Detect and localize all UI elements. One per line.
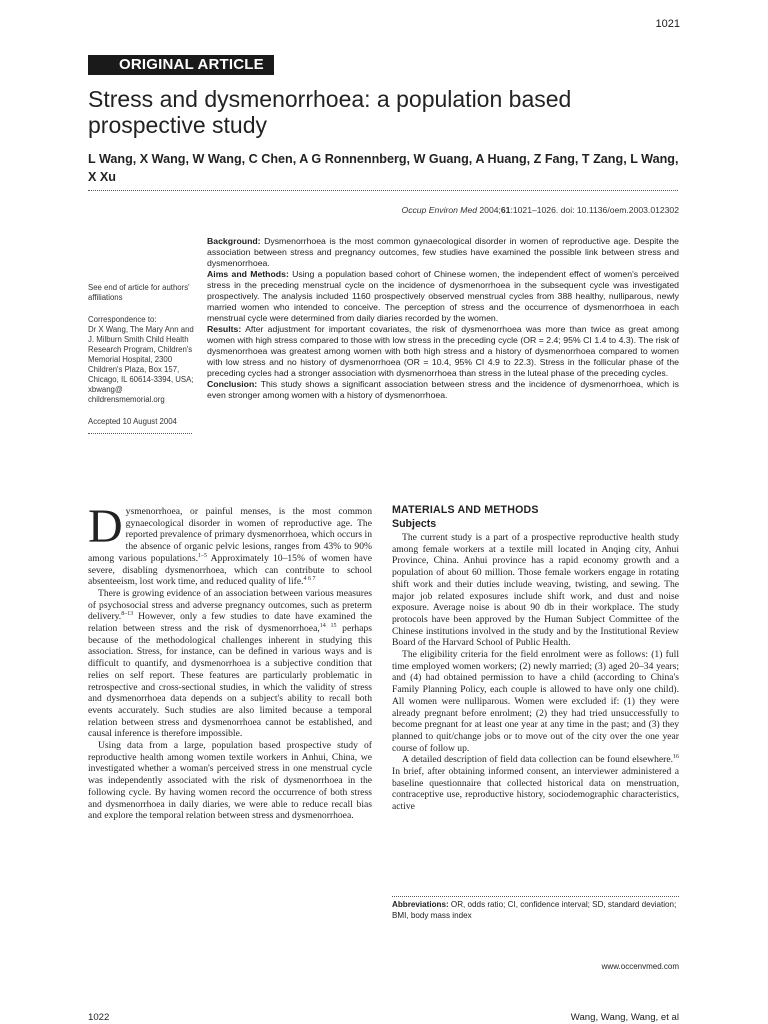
body-paragraph [88,588,372,740]
abstract-label: Aims and Methods: [207,269,289,279]
abstract-label: Background: [207,236,261,246]
section-label: ORIGINAL ARTICLE [88,55,274,75]
correspondence-address: Dr X Wang, The Mary Ann and J. Milburn Smith Child Health Research Program, Children's Memorial Hospital, 2300 Children's Plaza, Box 157, Chicago, IL 60614-3394, USA; [88,325,194,384]
correspondence-label: Correspondence to: [88,315,157,324]
journal-url[interactable]: www.occenvmed.com [601,962,679,971]
abbreviations-label: Abbreviations: [392,900,449,909]
abstract [207,236,679,401]
abstract-text: After adjustment for important covariates, the risk of dysmenorrhoea was more than twice as great among women with high stress compared to those with low stress in the preceding cycle (OR = 2.4; 95% CI 1.4 to 4.3). The risk of dysmenorrhoea was greatest among women with both high stress and a history of dysmenorrhoea compared to women with low stress and no history of dysmenorrhoea (OR = 10.4, 95% CI 4.9 to 22.3). Stress in the follicular phase of the preceding cycles had a stronger association with dysmenorrhoea than stress in the luteal phase of the preceding cycles. [207,324,679,378]
correspondence-email[interactable]: xbwang@ childrensmemorial.org [88,385,165,404]
citation-year: 2004; [479,205,501,215]
abstract-label: Conclusion: [207,379,258,389]
accepted-date: Accepted 10 August 2004 [88,417,177,426]
reference-marker[interactable]: 4 6 7 [303,576,316,583]
body-column-right [392,504,679,813]
subsection-heading: Subjects [392,518,437,530]
body-column-left [88,500,372,822]
citation-journal: Occup Environ Med [401,205,477,215]
body-paragraph [392,754,679,813]
affiliations-note: See end of article for authors' affiliations [88,283,190,302]
body-paragraph [88,740,372,822]
abstract-text: This study shows a significant association between stress and the incidence of dysmenorrhoea, which is even stronger among women with a history of dysmenorrhoea. [207,379,679,400]
reference-marker[interactable]: 1–5 [197,552,207,559]
paragraph-text: ysmenorrhoea, or painful menses, is the most common gynaecological disorder in women of reproductive age. The reported prevalence of primary dysmenorrhoea, which occurs in the absence of organic pelvic lesions, ranges from 43% to 90% among various populations. [88,506,372,564]
article-title: Stress and dysmenorrhoea: a population based prospective study [88,86,572,138]
divider [88,433,192,434]
running-head: Wang, Wang, Wang, et al [570,1012,679,1023]
paragraph-text: Using data from a large, population based prospective study of reproductive health among women textile workers in Anhui, China, we investigated whether a woman's perceived stress in one menstrual cycle was independently associated with the risk of dysmenorrhoea in the following cycle. By having women record the occurrence of both stress and dysmenorrhoea in daily diaries, we were able to reduce recall bias and explore the temporal relation between stress and dysmenorrhoea. [88,740,372,822]
footer-page-number: 1022 [88,1012,110,1023]
citation-pages-doi: :1021–1026. doi: 10.1136/oem.2003.012302 [510,205,679,215]
reference-marker[interactable]: 14 15 [319,622,337,629]
paragraph-text: The current study is a part of a prospective reproductive health study among female workers at a textile mill located in Anqing city, Anhui Province, China. Anhui province has a rapid economy growth and a population of about 60 million. Those female workers engage in rotating shift work and their duties include weaving, twisting, and sewing. The major job related exposures include shift work, and dust and noise exposure. Average noise is about 90 db in their workplace. The study protocols have been approved by the Human Subject Committee of the Chinese institutions involved in the study and by the Institutional Review Board of the Harvard School of Public Health. [392,532,679,649]
paragraph-text: However, only a few studies to date have examined the relation between stress and the risk of dysmenorrhoea, [88,611,372,635]
paragraph-text: A detailed description of field data collection can be found elsewhere. [402,754,673,766]
article-sidebar [88,283,200,434]
abstract-label: Results: [207,324,242,334]
paragraph-text: The eligibility criteria for the field enrolment were as follows: (1) full time employed women workers; (2) newly married; (3) aged 20–34 years; and (4) had obtained permission to have a child (according to China's Family Planning Policy, each couple is allowed to have only one child). All women were nulliparous. Women were excluded if: (1) they were already pregnant before enrolment; (2) they had tried unsuccessfully to become pregnant for at least one year at any time in the past; and (3) they planned to quit/change jobs or to move out of the city over the one year course of follow up. [392,649,679,754]
divider [88,190,678,191]
abbreviations-box [392,900,679,921]
body-paragraph [392,532,679,649]
abstract-text: Dysmenorrhoea is the most common gynaecological disorder in women of reproductive age. Despite the association between stress and pregnancy outcomes, few studies have examined the possible link between stress and dysmenorrhoea. [207,236,679,268]
reference-marker[interactable]: 8–13 [121,611,134,618]
paragraph-text: Approximately 10–15% of women have severe, disabling dysmenorrhoea, which can contribute to school absenteeism, lost work time, and reduced quality of life. [88,552,372,588]
author-list: L Wang, X Wang, W Wang, C Chen, A G Ronnennberg, W Guang, A Huang, Z Fang, T Zang, L Wang, X Xu [88,152,679,184]
section-heading: MATERIALS AND METHODS [392,504,539,516]
paragraph-text: There is growing evidence of an association between various measures of psychosocial stress and adverse pregnancy outcomes, such as preterm delivery. [88,587,372,623]
reference-marker[interactable]: 16 [673,754,679,761]
body-paragraph [88,500,372,588]
citation-volume: 61 [500,205,511,215]
paragraph-text: In brief, after obtaining informed consent, an interviewer administered a baseline questionnaire that collected historical data on menstruation, contraceptive use, reproductive history, sociodemographic characteristics, active [392,766,679,813]
abstract-background [207,236,679,269]
abstract-text: Using a population based cohort of Chinese women, the independent effect of women's perceived stress in the preceding menstrual cycle on the incidence of dysmenorrhoea in the subsequent cycle was investigated prospectively. The analysis included 1160 prospectively observed menstrual cycles from 388 healthy, nulliparous, newly married women who intended to conceive. The perception of stress and the occurrence of dysmenorrhoea in each menstrual cycle were determined from daily diaries recorded by the women. [207,269,680,323]
paragraph-text: perhaps because of the methodological challenges inherent in studying this association. Stress, for instance, can be defined in various ways and is difficult to quantify, and dysmenorrhoea is a subjective condition that relies on self report. These features are particularly problematic in retrospective and cross-sectional studies, in which the validity of stress and dysmenorrhoea data depends on a subject's ability to recall both events accurately. Such studies are also limited because a temporal relation between stress and dysmenorrhoea cannot be established, and causal inference is therefore impossible. [88,623,372,740]
drop-cap: D [88,500,123,553]
abstract-results [207,324,679,379]
divider [392,896,679,897]
citation-line [88,205,679,215]
body-paragraph [392,649,679,754]
abbreviations-text: OR, odds ratio; CI, confidence interval; SD, standard deviation; BMI, body mass index [392,900,677,920]
abstract-aims [207,269,679,324]
page-number: 1021 [655,18,680,30]
abstract-conclusion [207,379,679,401]
